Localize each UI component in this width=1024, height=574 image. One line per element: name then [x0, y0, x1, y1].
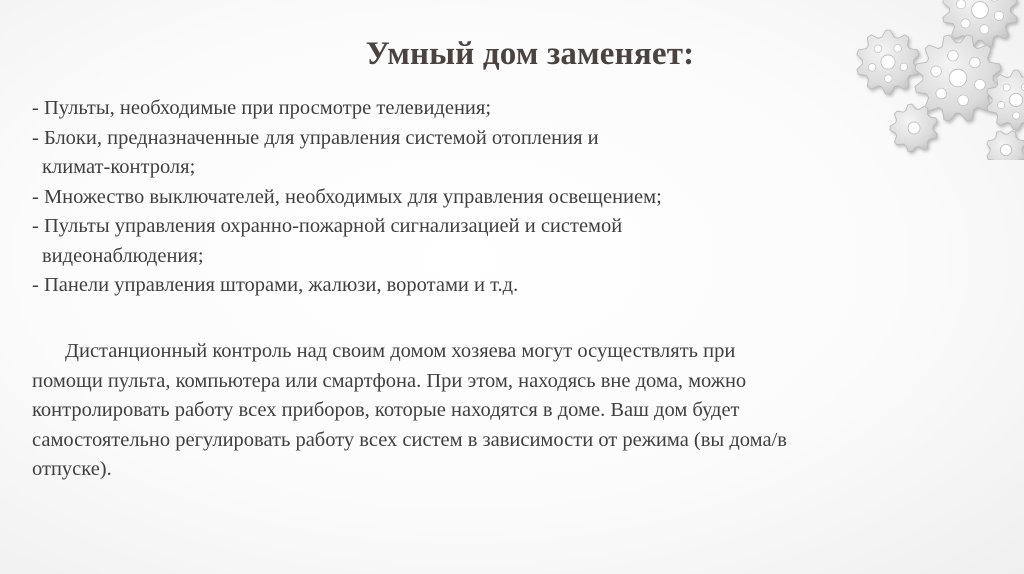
- gear-shape: [890, 104, 937, 152]
- list-item: [32, 212, 832, 271]
- list-item-text: - Пульты, необходимые при просмотре телевидения;: [32, 97, 492, 119]
- list-item-text: - Панели управления шторами, жалюзи, воротами и т.д.: [32, 274, 519, 296]
- description-paragraph: [32, 337, 792, 485]
- list-item: [32, 124, 832, 183]
- list-item: [32, 94, 832, 124]
- list-item: [32, 183, 832, 213]
- list-item-continuation: климат-контроля;: [42, 156, 196, 178]
- replacement-list: [32, 94, 832, 301]
- list-item-text: - Блоки, предназначенные для управления системой отопления и: [32, 126, 599, 149]
- list-item-continuation: видеонаблюдения;: [42, 244, 204, 267]
- list-item-text: - Множество выключателей, необходимых для управления освещением;: [32, 185, 662, 208]
- gear-shape: [987, 131, 1024, 160]
- slide-title: Умный дом заменяет:: [365, 36, 695, 72]
- gears-decoration-icon: [830, 0, 1024, 160]
- paragraph-text: Дистанционный контроль над своим домом хозяева могут осуществлять при помощи пульта, компьютера или смартфона. При этом, находясь вне дома, можно контролировать работу всех приборов, которые находятся в доме. Ваш дом будет самостоятельно регулировать работу всех систем в зависимости от режима (вы дома/в отпуске).: [32, 340, 787, 480]
- list-item: [32, 271, 832, 301]
- list-item-text: - Пульты управления охранно-пожарной сигнализацией и системой: [32, 215, 623, 237]
